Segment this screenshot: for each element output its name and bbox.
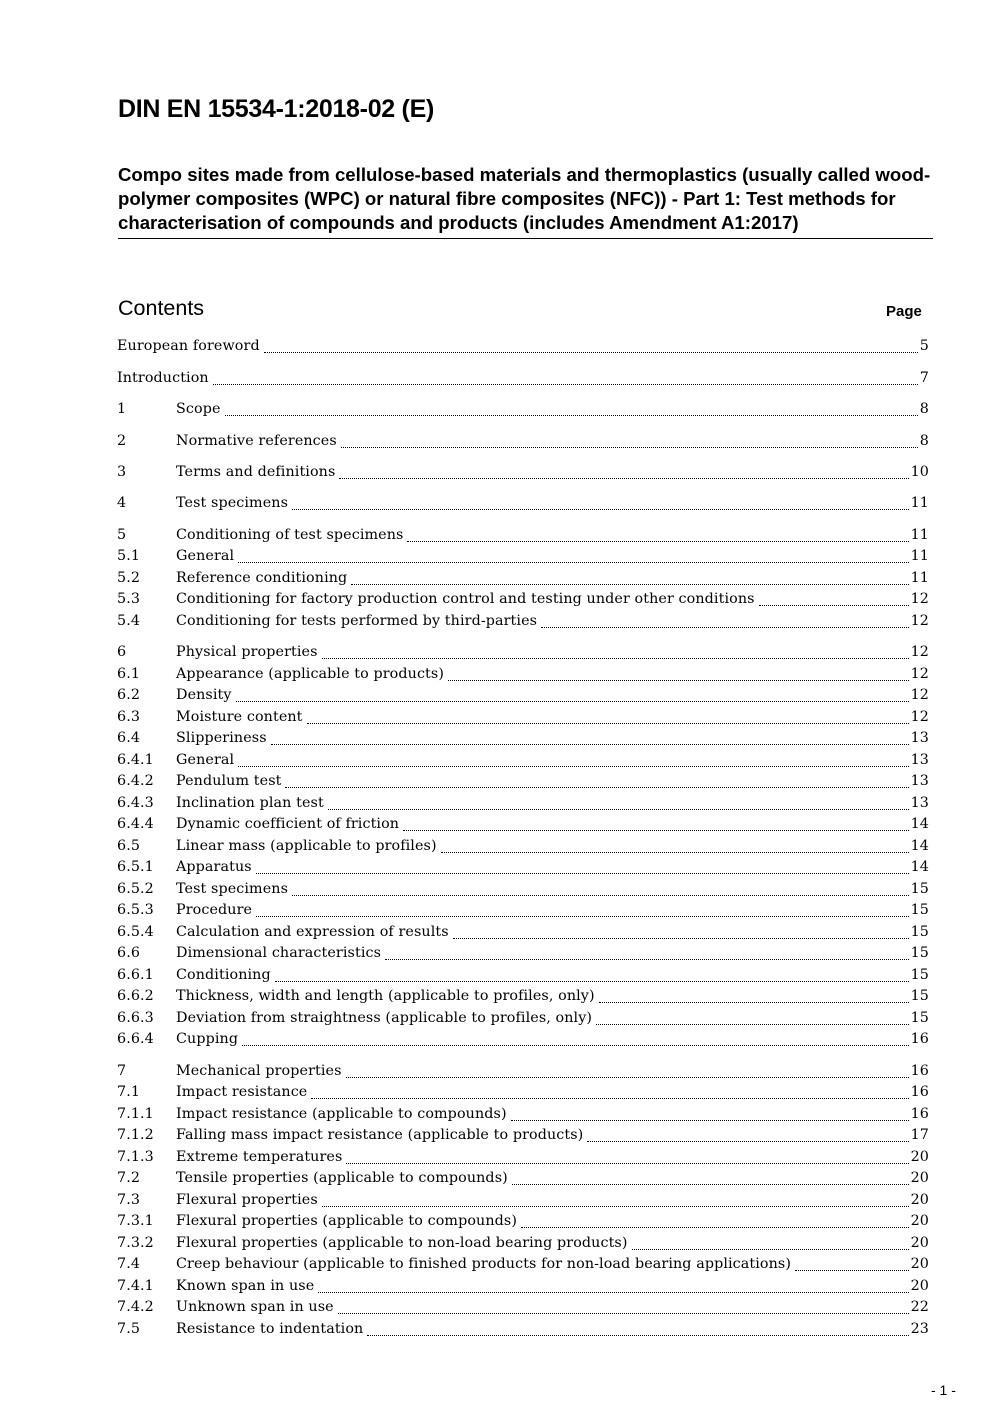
toc-entry bbox=[117, 902, 929, 924]
toc-entry-page: 15 bbox=[910, 881, 929, 897]
toc-dot-leader bbox=[256, 872, 909, 874]
toc-entry-page: 11 bbox=[910, 527, 929, 543]
toc-entry-number: 4 bbox=[117, 495, 127, 511]
toc-dot-leader bbox=[307, 722, 909, 724]
toc-entry-title: Unknown span in use bbox=[176, 1299, 334, 1315]
toc-dot-leader bbox=[541, 626, 909, 628]
toc-entry-number: 7.2 bbox=[117, 1170, 141, 1186]
toc-entry-page: 15 bbox=[910, 988, 929, 1004]
toc-entry bbox=[117, 1256, 929, 1278]
toc-entry-page: 15 bbox=[910, 902, 929, 918]
toc-dot-leader bbox=[521, 1226, 909, 1228]
toc-dot-leader bbox=[351, 583, 908, 585]
toc-entry-title: Reference conditioning bbox=[176, 570, 348, 586]
toc-entry-number: 7.3.1 bbox=[117, 1213, 154, 1229]
toc-entry bbox=[117, 1106, 929, 1128]
toc-entry bbox=[117, 1235, 929, 1257]
toc-entry bbox=[117, 730, 929, 752]
toc-entry bbox=[117, 967, 929, 989]
toc-dot-leader bbox=[599, 1001, 909, 1003]
toc-entry-number: 6.4.2 bbox=[117, 773, 154, 789]
toc-dot-leader bbox=[322, 657, 909, 659]
toc-entry-title: Test specimens bbox=[176, 881, 289, 897]
toc-entry-page: 16 bbox=[910, 1084, 929, 1100]
toc-entry bbox=[117, 1170, 929, 1192]
toc-entry-number: 7 bbox=[117, 1063, 127, 1079]
toc-entry-number: 6.4 bbox=[117, 730, 141, 746]
toc-entry-title: Conditioning bbox=[176, 967, 271, 983]
toc-entry bbox=[117, 1299, 929, 1321]
toc-entry-title: Flexural properties (applicable to non-load bearing products) bbox=[176, 1235, 628, 1251]
toc-entry-title: Thickness, width and length (applicable to profiles, only) bbox=[176, 988, 595, 1004]
toc-entry bbox=[117, 988, 929, 1010]
toc-entry-page: 12 bbox=[910, 666, 929, 682]
toc-entry-title: Flexural properties (applicable to compounds) bbox=[176, 1213, 518, 1229]
toc-entry-number: 7.1.1 bbox=[117, 1106, 154, 1122]
toc-entry bbox=[117, 709, 929, 731]
toc-entry-title: Physical properties bbox=[176, 644, 318, 660]
toc-entry-page: 13 bbox=[910, 752, 929, 768]
toc-entry-title: Conditioning for tests performed by third-parties bbox=[176, 613, 538, 629]
toc-entry-title: Resistance to indentation bbox=[176, 1321, 364, 1337]
toc-dot-leader bbox=[322, 1205, 909, 1207]
toc-dot-leader bbox=[367, 1334, 908, 1336]
toc-dot-leader bbox=[292, 508, 909, 510]
toc-entry-page: 12 bbox=[910, 613, 929, 629]
toc-entry-page: 13 bbox=[910, 773, 929, 789]
toc-entry-page: 22 bbox=[910, 1299, 929, 1315]
toc-dot-leader bbox=[632, 1248, 909, 1250]
toc-entry-number: 6.4.3 bbox=[117, 795, 154, 811]
toc-entry bbox=[117, 1010, 929, 1032]
document-title: Compo sites made from cellulose-based materials and thermoplastics (usually called wood-polymer composites (WPC) or natural fibre composites (NFC)) - Part 1: Test methods for characterisation of compounds and products (includes Amendment A1:2017) bbox=[118, 163, 933, 239]
toc-entry bbox=[117, 433, 929, 455]
toc-entry-number: 6.5 bbox=[117, 838, 141, 854]
toc-dot-leader bbox=[407, 540, 908, 542]
toc-entry-number: 6.4.1 bbox=[117, 752, 154, 768]
toc-entry-number: 7.4.1 bbox=[117, 1278, 154, 1294]
toc-entry-number: 6.6.3 bbox=[117, 1010, 154, 1026]
toc-entry-number: 6.2 bbox=[117, 687, 141, 703]
toc-entry-title: Linear mass (applicable to profiles) bbox=[176, 838, 437, 854]
toc-entry bbox=[117, 924, 929, 946]
page-number: - 1 - bbox=[931, 1382, 956, 1398]
toc-entry-page: 14 bbox=[910, 859, 929, 875]
toc-entry-page: 20 bbox=[910, 1213, 929, 1229]
toc-entry bbox=[117, 1149, 929, 1171]
toc-entry bbox=[117, 495, 929, 517]
toc-entry-number: 2 bbox=[117, 433, 127, 449]
toc-entry-number: 7.4 bbox=[117, 1256, 141, 1272]
toc-entry-title: Dimensional characteristics bbox=[176, 945, 382, 961]
toc-entry-title: Procedure bbox=[176, 902, 253, 918]
toc-dot-leader bbox=[285, 786, 908, 788]
toc-dot-leader bbox=[385, 958, 909, 960]
toc-dot-leader bbox=[236, 700, 909, 702]
page-column-label: Page bbox=[886, 303, 922, 320]
toc-dot-leader bbox=[346, 1076, 909, 1078]
toc-entry-title: Appearance (applicable to products) bbox=[176, 666, 445, 682]
toc-entry-page: 20 bbox=[910, 1149, 929, 1165]
toc-entry-title: Impact resistance (applicable to compounds) bbox=[176, 1106, 507, 1122]
toc-entry-page: 16 bbox=[910, 1031, 929, 1047]
toc-entry-title: Test specimens bbox=[176, 495, 289, 511]
toc-entry-page: 10 bbox=[910, 464, 929, 480]
toc-dot-leader bbox=[338, 1312, 909, 1314]
toc-entry bbox=[117, 591, 929, 613]
toc-entry bbox=[117, 370, 929, 392]
toc-entry-number: 7.3 bbox=[117, 1192, 141, 1208]
toc-entry-number: 6 bbox=[117, 644, 127, 660]
toc-entry-title: Creep behaviour (applicable to finished products for non-load bearing applications) bbox=[176, 1256, 792, 1272]
toc-entry-number: 7.5 bbox=[117, 1321, 141, 1337]
toc-entry-page: 17 bbox=[910, 1127, 929, 1143]
toc-entry-page: 16 bbox=[910, 1063, 929, 1079]
toc-entry bbox=[117, 527, 929, 549]
toc-dot-leader bbox=[453, 937, 909, 939]
toc-entry bbox=[117, 644, 929, 666]
toc-entry bbox=[117, 666, 929, 688]
toc-dot-leader bbox=[448, 679, 909, 681]
toc-entry bbox=[117, 816, 929, 838]
toc-entry bbox=[117, 1278, 929, 1300]
toc-entry-page: 8 bbox=[919, 401, 929, 417]
toc-entry-page: 11 bbox=[910, 570, 929, 586]
toc-entry bbox=[117, 752, 929, 774]
toc-entry-number: 6.3 bbox=[117, 709, 141, 725]
toc-entry-page: 13 bbox=[910, 730, 929, 746]
toc-entry-page: 20 bbox=[910, 1235, 929, 1251]
toc-entry-title: Density bbox=[176, 687, 232, 703]
toc-entry-number: 6.5.4 bbox=[117, 924, 154, 940]
toc-dot-leader bbox=[339, 477, 908, 479]
toc-entry-number: 7.3.2 bbox=[117, 1235, 154, 1251]
toc-entry-page: 13 bbox=[910, 795, 929, 811]
document-id: DIN EN 15534-1:2018-02 (E) bbox=[118, 95, 434, 123]
toc-dot-leader bbox=[238, 561, 908, 563]
toc-entry bbox=[117, 401, 929, 423]
toc-entry-number: 5.1 bbox=[117, 548, 141, 564]
toc-entry-title: Known span in use bbox=[176, 1278, 315, 1294]
toc-entry-number: 6.6.1 bbox=[117, 967, 154, 983]
toc-entry-number: 5 bbox=[117, 527, 127, 543]
toc-entry-number: 7.1.3 bbox=[117, 1149, 154, 1165]
toc-entry-number: 6.4.4 bbox=[117, 816, 154, 832]
toc-entry-number: 6.1 bbox=[117, 666, 141, 682]
toc-entry-title: Impact resistance bbox=[176, 1084, 308, 1100]
toc-entry-title: Moisture content bbox=[176, 709, 303, 725]
toc-entry bbox=[117, 548, 929, 570]
toc-entry-page: 23 bbox=[910, 1321, 929, 1337]
toc-entry-page: 15 bbox=[910, 924, 929, 940]
toc-entry-number: 1 bbox=[117, 401, 127, 417]
toc-entry-title: Falling mass impact resistance (applicable to products) bbox=[176, 1127, 584, 1143]
toc-entry-title: Conditioning for factory production control and testing under other conditions bbox=[176, 591, 755, 607]
toc-entry-number: 6.5.2 bbox=[117, 881, 154, 897]
toc-entry bbox=[117, 1213, 929, 1235]
toc-entry-title: Extreme temperatures bbox=[176, 1149, 343, 1165]
toc-entry bbox=[117, 1031, 929, 1053]
toc-entry-page: 15 bbox=[910, 1010, 929, 1026]
toc-dot-leader bbox=[264, 351, 918, 353]
toc-entry-title: Normative references bbox=[176, 433, 337, 449]
toc-entry-number: 6.6.2 bbox=[117, 988, 154, 1004]
toc-entry-number: 7.1 bbox=[117, 1084, 141, 1100]
toc-entry-title: Introduction bbox=[117, 370, 209, 386]
toc-dot-leader bbox=[328, 808, 909, 810]
toc-entry bbox=[117, 1127, 929, 1149]
toc-dot-leader bbox=[759, 604, 909, 606]
toc-entry-number: 5.2 bbox=[117, 570, 141, 586]
toc-entry bbox=[117, 1063, 929, 1085]
toc-dot-leader bbox=[441, 851, 909, 853]
toc-entry-page: 14 bbox=[910, 816, 929, 832]
toc-entry bbox=[117, 1192, 929, 1214]
toc-entry-title: Mechanical properties bbox=[176, 1063, 342, 1079]
toc-entry-number: 5.4 bbox=[117, 613, 141, 629]
toc-entry bbox=[117, 338, 929, 360]
toc-dot-leader bbox=[596, 1023, 909, 1025]
toc-entry-page: 16 bbox=[910, 1106, 929, 1122]
toc-entry-page: 15 bbox=[910, 967, 929, 983]
toc-dot-leader bbox=[511, 1119, 909, 1121]
toc-entry-page: 7 bbox=[919, 370, 929, 386]
toc-entry-title: Cupping bbox=[176, 1031, 239, 1047]
toc-entry bbox=[117, 838, 929, 860]
toc-entry bbox=[117, 1084, 929, 1106]
toc-entry bbox=[117, 1321, 929, 1343]
toc-entry-number: 6.5.3 bbox=[117, 902, 154, 918]
toc-entry-page: 12 bbox=[910, 591, 929, 607]
toc-entry-title: Inclination plan test bbox=[176, 795, 324, 811]
toc-dot-leader bbox=[225, 414, 918, 416]
toc-dot-leader bbox=[587, 1140, 908, 1142]
toc-entry-page: 20 bbox=[910, 1278, 929, 1294]
toc-entry-page: 12 bbox=[910, 687, 929, 703]
toc-entry-page: 5 bbox=[919, 338, 929, 354]
toc-entry-title: Slipperiness bbox=[176, 730, 267, 746]
toc-entry-title: Conditioning of test specimens bbox=[176, 527, 404, 543]
toc-entry-number: 6.6.4 bbox=[117, 1031, 154, 1047]
toc-entry-page: 12 bbox=[910, 709, 929, 725]
toc-dot-leader bbox=[242, 1044, 909, 1046]
toc-entry-page: 8 bbox=[919, 433, 929, 449]
toc-entry-number: 7.1.2 bbox=[117, 1127, 154, 1143]
toc-dot-leader bbox=[271, 743, 909, 745]
toc-entry-title: Flexural properties bbox=[176, 1192, 318, 1208]
toc-entry-number: 7.4.2 bbox=[117, 1299, 154, 1315]
toc-dot-leader bbox=[403, 829, 908, 831]
toc-dot-leader bbox=[795, 1269, 909, 1271]
toc-dot-leader bbox=[346, 1162, 908, 1164]
toc-dot-leader bbox=[311, 1097, 908, 1099]
toc-entry-page: 15 bbox=[910, 945, 929, 961]
toc-entry-page: 11 bbox=[910, 495, 929, 511]
toc-dot-leader bbox=[256, 915, 909, 917]
toc-entry bbox=[117, 795, 929, 817]
toc-dot-leader bbox=[238, 765, 908, 767]
toc-entry-page: 12 bbox=[910, 644, 929, 660]
toc-entry bbox=[117, 945, 929, 967]
toc-entry-number: 6.6 bbox=[117, 945, 141, 961]
toc-dot-leader bbox=[512, 1183, 909, 1185]
toc-entry-title: Tensile properties (applicable to compounds) bbox=[176, 1170, 508, 1186]
toc-entry-number: 5.3 bbox=[117, 591, 141, 607]
toc-entry-title: Calculation and expression of results bbox=[176, 924, 449, 940]
toc-entry-title: Pendulum test bbox=[176, 773, 282, 789]
toc-entry bbox=[117, 859, 929, 881]
toc-entry-page: 11 bbox=[910, 548, 929, 564]
toc-entry-title: General bbox=[176, 752, 235, 768]
toc-entry-title: Dynamic coefficient of friction bbox=[176, 816, 400, 832]
toc-entry-page: 20 bbox=[910, 1170, 929, 1186]
toc-entry-title: Terms and definitions bbox=[176, 464, 336, 480]
toc-entry-title: General bbox=[176, 548, 235, 564]
toc-entry-title: Deviation from straightness (applicable to profiles, only) bbox=[176, 1010, 593, 1026]
toc-entry-title: European foreword bbox=[117, 338, 260, 354]
toc-dot-leader bbox=[213, 383, 918, 385]
toc-entry-page: 20 bbox=[910, 1192, 929, 1208]
toc-entry-page: 14 bbox=[910, 838, 929, 854]
toc-entry-number: 3 bbox=[117, 464, 127, 480]
toc-entry bbox=[117, 687, 929, 709]
toc-entry bbox=[117, 881, 929, 903]
toc-dot-leader bbox=[275, 980, 909, 982]
toc-entry-title: Scope bbox=[176, 401, 221, 417]
toc-dot-leader bbox=[292, 894, 909, 896]
toc-entry bbox=[117, 570, 929, 592]
toc-entry bbox=[117, 464, 929, 486]
contents-heading: Contents bbox=[118, 296, 205, 320]
toc-entry bbox=[117, 613, 929, 635]
toc-dot-leader bbox=[318, 1291, 908, 1293]
toc-entry bbox=[117, 773, 929, 795]
toc-entry-page: 20 bbox=[910, 1256, 929, 1272]
toc-dot-leader bbox=[341, 446, 918, 448]
toc-entry-number: 6.5.1 bbox=[117, 859, 154, 875]
toc-entry-title: Apparatus bbox=[176, 859, 252, 875]
